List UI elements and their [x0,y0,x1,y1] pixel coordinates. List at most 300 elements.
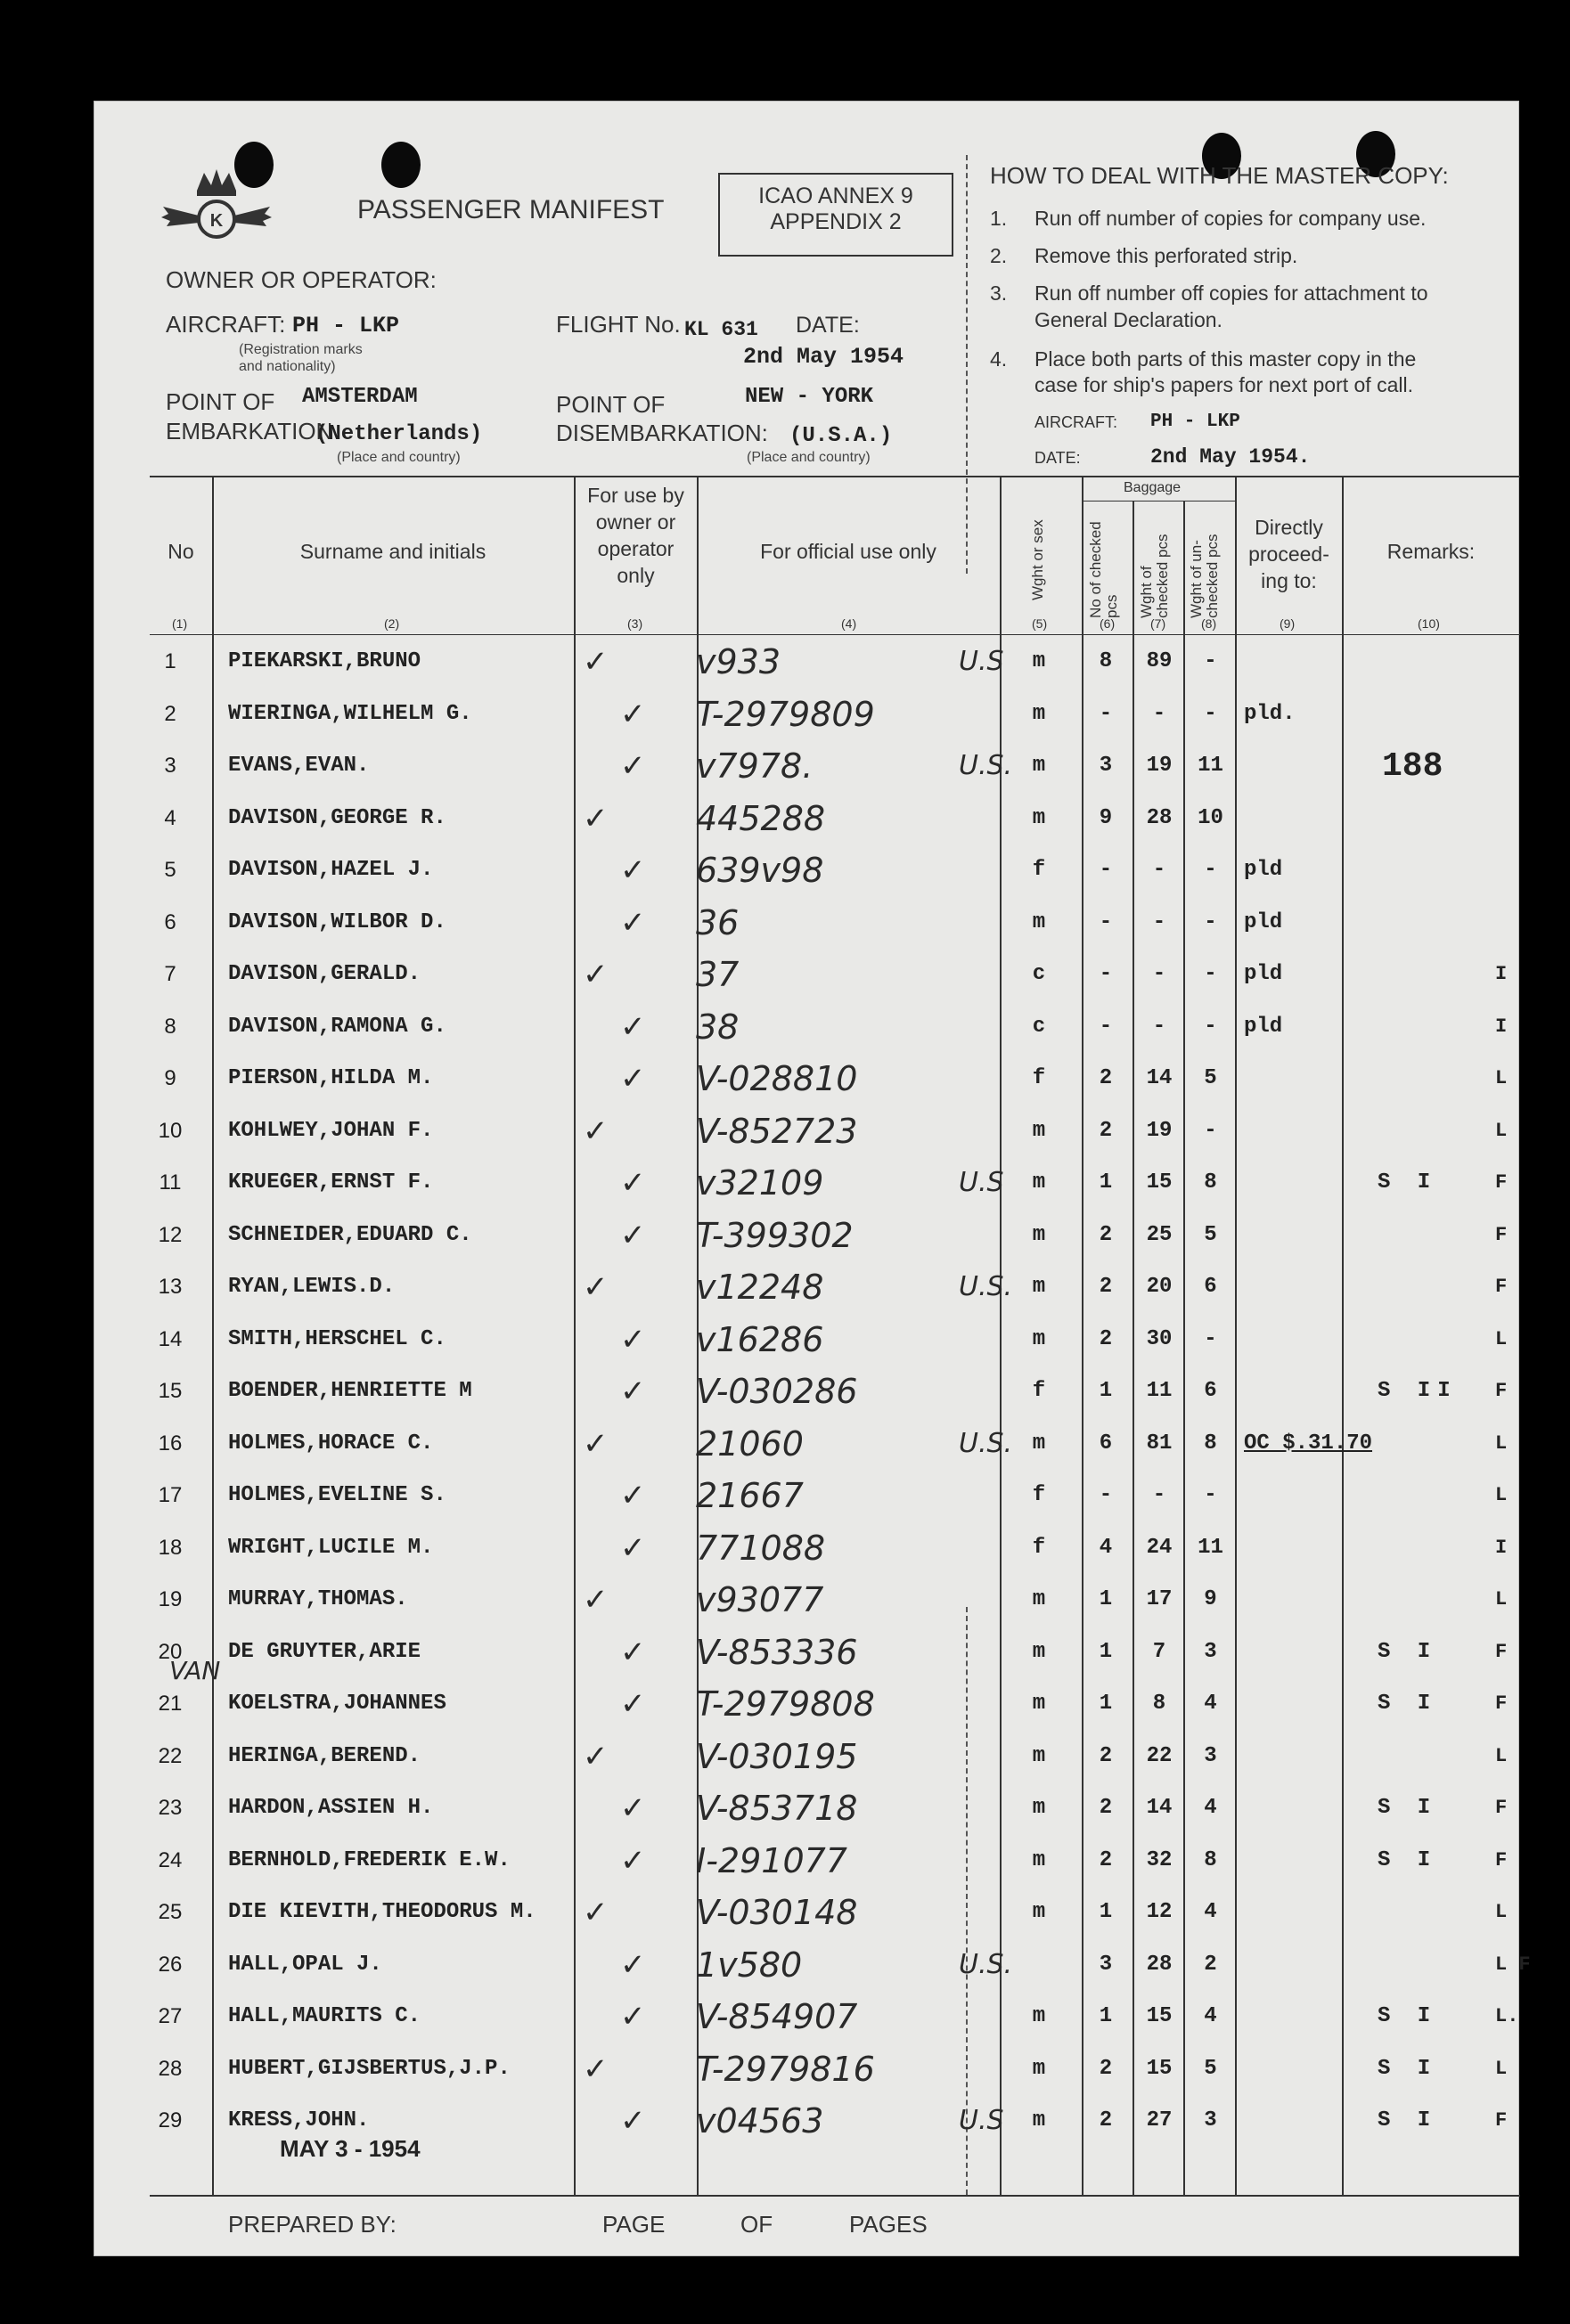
row-27-prefix: VAN [169,1656,221,1685]
weight-or-sex: m [1032,1587,1046,1611]
checked-pieces: 2 [1099,1796,1113,1820]
instruction-text: Run off number of copies for company use. [1034,207,1427,230]
checked-pieces: 2 [1099,1118,1113,1143]
flight-value: KL 631 [684,318,758,341]
unchecked-weight: 4 [1204,1796,1217,1820]
instruction-number: 2. [990,244,1008,267]
row-number: 22 [158,1743,183,1768]
table-row [94,1627,1520,1678]
official-number: 639v98 [696,851,824,890]
checked-pieces: 6 [1099,1431,1113,1456]
official-number: 771088 [696,1528,826,1568]
weight-or-sex: m [1032,1326,1046,1351]
official-number: 21060 [696,1423,804,1464]
check-mark-icon: ✓ [620,1322,646,1357]
passenger-name: DIE KIEVITH,THEODORUS M. [228,1900,536,1924]
weight-or-sex: m [1032,1222,1046,1247]
col-remarks-header: Remarks: [1386,540,1476,563]
svg-text:K: K [209,211,224,231]
weight-or-sex: m [1032,1118,1046,1143]
edge-code: I [1495,1015,1508,1038]
official-number: v32109 [696,1163,824,1203]
icao-appendix: APPENDIX 2 [770,209,902,234]
passenger-name: KRESS,JOHN. [228,2108,370,2132]
checked-pieces: 1 [1099,1692,1113,1716]
checked-weight: - [1152,701,1166,726]
weight-or-sex: m [1032,1692,1046,1716]
passenger-name: BOENDER,HENRIETTE M [228,1379,472,1403]
passenger-name: HUBERT,GIJSBERTUS,J.P. [228,2056,511,2081]
proceeding-to: OC $.31.70 [1244,1431,1373,1456]
passenger-name: HALL,OPAL J. [228,1952,382,1977]
disembarkation-label: POINT OF [556,391,666,418]
instruction-number: 3. [990,281,1008,305]
checked-pieces: 2 [1099,1275,1113,1299]
row-number: 19 [158,1587,183,1611]
checked-weight: 7 [1152,1639,1166,1664]
official-number: v933 [696,642,781,681]
unchecked-weight: 6 [1204,1275,1217,1299]
checked-weight: 19 [1146,754,1173,778]
check-mark-icon: ✓ [620,749,646,783]
row-number: 14 [158,1326,183,1351]
check-mark-icon: ✓ [620,2104,646,2138]
weight-or-sex: c [1032,962,1046,986]
us-mark: U.S [959,1167,1004,1198]
unchecked-weight: 4 [1204,2004,1217,2028]
instruction-text: General Declaration. [1034,308,1222,331]
weight-or-sex: f [1032,1483,1046,1507]
col-num: (7) [1150,616,1166,631]
checked-pieces: 1 [1099,2004,1113,2028]
passenger-name: PIERSON,HILDA M. [228,1066,434,1090]
checked-pieces: 1 [1099,1587,1113,1611]
row-number: 15 [158,1379,183,1403]
unchecked-weight: - [1204,1326,1217,1351]
embarkation-label: POINT OF [166,388,275,415]
official-number: T-2979809 [696,694,875,734]
weight-or-sex: m [1032,1796,1046,1820]
official-number: T-2979816 [696,2049,875,2089]
weight-or-sex: m [1032,754,1046,778]
official-number: V-030195 [696,1736,858,1776]
official-number: v93077 [696,1580,824,1619]
header-bottom-rule [150,634,1520,635]
place-note: (Place and country) [337,450,461,465]
check-mark-icon: ✓ [583,1583,609,1617]
passenger-name: DAVISON,GEORGE R. [228,805,446,830]
official-number: 445288 [696,798,826,838]
checked-pieces: - [1099,701,1113,726]
checked-weight: - [1152,858,1166,882]
col-owner-use-header: For use by owner or operator only [587,484,684,587]
table-row [94,1939,1531,1991]
disembarkation-city: NEW - YORK [745,385,874,409]
row-number: 17 [158,1483,183,1507]
form-title: PASSENGER MANIFEST [357,195,665,224]
official-number: 38 [696,1007,740,1047]
row-number: 5 [164,858,176,882]
instructions-aircraft-label: AIRCRAFT: [1034,413,1118,431]
unchecked-weight: - [1204,649,1217,673]
official-number: 21667 [696,1476,804,1515]
unchecked-weight: 5 [1204,2056,1217,2081]
unchecked-weight: 11 [1198,1535,1223,1560]
table-row [94,1991,1520,2043]
weight-or-sex: m [1032,1170,1046,1195]
remarks: S I [1378,1692,1438,1716]
col-checked-weight-header: Wght of checked pcs [1138,534,1171,618]
weight-or-sex: f [1032,858,1046,882]
us-mark: U.S. [959,1427,1013,1459]
table-row [94,740,1520,792]
checked-pieces: 2 [1099,1847,1113,1872]
checked-pieces: 2 [1099,2056,1113,2081]
instructions-date-label: DATE: [1034,449,1081,467]
col-official-header: For official use only [760,540,936,563]
passenger-name: DE GRUYTER,ARIE [228,1639,421,1664]
official-number: 36 [696,902,740,942]
edge-code: F [1495,1276,1508,1298]
remarks: S I [1378,1796,1438,1820]
remarks: S I [1378,2004,1438,2028]
official-number: v16286 [696,1319,824,1359]
col-num: (9) [1280,616,1296,631]
passenger-name: WRIGHT,LUCILE M. [228,1535,434,1560]
weight-or-sex: m [1032,1900,1046,1924]
check-mark-icon: ✓ [583,2051,609,2086]
edge-code: F [1495,1640,1508,1663]
table-row [94,1835,1520,1887]
instructions-aircraft-value: PH - LKP [1150,412,1240,432]
checked-pieces: 2 [1099,1743,1113,1768]
weight-or-sex: m [1032,1639,1046,1664]
weight-or-sex: m [1032,2056,1046,2081]
checked-pieces: 4 [1099,1535,1113,1560]
unchecked-weight: 8 [1204,1847,1217,1872]
official-number: T-399302 [696,1215,854,1255]
instruction-text: Run off number off copies for attachment to [1034,281,1428,305]
place-note: (Place and country) [747,450,871,465]
date-value: 2nd May 1954 [743,344,904,370]
checked-pieces: - [1099,909,1113,934]
instruction-number: 4. [990,347,1008,371]
passenger-name: DAVISON,WILBOR D. [228,909,446,934]
passenger-name: HARDON,ASSIEN H. [228,1796,434,1820]
remarks: S I [1378,2108,1438,2132]
passenger-name: KOELSTRA,JOHANNES [228,1692,446,1716]
unchecked-weight: 4 [1204,1900,1217,1924]
col-unchecked-weight-header: Wght of un-checked pcs [1188,534,1221,618]
remarks: S II [1378,1379,1458,1403]
edge-code: L [1495,1744,1508,1767]
checked-weight: - [1152,1483,1166,1507]
row-number: 7 [164,962,176,986]
check-mark-icon: ✓ [620,1062,646,1096]
official-number: V-854907 [696,1997,858,2036]
check-mark-icon: ✓ [620,1530,646,1565]
checked-weight: 8 [1152,1692,1166,1716]
instructions-date-value: 2nd May 1954. [1150,445,1311,469]
row-number: 25 [158,1900,183,1924]
row-number: 9 [164,1066,176,1090]
check-mark-icon: ✓ [620,1479,646,1513]
baggage-header: Baggage [1124,480,1182,495]
passenger-name: WIERINGA,WILHELM G. [228,701,472,726]
check-mark-icon: ✓ [583,1426,609,1461]
row-number: 11 [159,1170,182,1195]
check-mark-icon: ✓ [620,1687,646,1721]
table-row [94,1001,1520,1053]
checked-pieces: 1 [1099,1379,1113,1403]
checked-weight: 30 [1146,1326,1173,1351]
checked-pieces: - [1099,1483,1113,1507]
instruction-text: Remove this perforated strip. [1034,244,1298,267]
table-row [94,1157,1520,1209]
edge-code: L [1495,1484,1508,1506]
row-number: 10 [158,1118,183,1143]
proceeding-to: pld [1244,858,1283,882]
unchecked-weight: - [1204,909,1217,934]
weight-or-sex: m [1032,1847,1046,1872]
checked-weight: 12 [1146,1900,1173,1924]
proceeding-to: pld. [1244,701,1296,726]
unchecked-weight: 11 [1198,754,1223,778]
table-row [94,689,1520,740]
table-row [94,844,1520,896]
passenger-name: MURRAY,THOMAS. [228,1587,408,1611]
row-number: 27 [158,2004,183,2028]
table-row [94,1678,1520,1730]
passenger-name: KOHLWEY,JOHAN F. [228,1118,434,1143]
disembarkation-label: DISEMBARKATION: [556,420,768,446]
row-number: 12 [158,1222,183,1247]
checked-pieces: 8 [1099,649,1113,673]
checked-weight: 32 [1146,1847,1173,1872]
official-number: V-030286 [696,1372,858,1411]
embarkation-country: (Netherlands) [315,422,483,446]
check-mark-icon: ✓ [620,1009,646,1044]
unchecked-weight: - [1204,1118,1217,1143]
manifest-sheet [94,101,1531,2256]
checked-weight: - [1152,909,1166,934]
proceeding-to: pld [1244,909,1283,934]
pages-label: PAGES [849,2211,928,2238]
table-row [94,1470,1520,1521]
passenger-name: SMITH,HERSCHEL C. [228,1326,446,1351]
table-row [94,1418,1520,1470]
proceeding-to: pld [1244,962,1283,986]
edge-code: I [1495,963,1508,985]
edge-code: L. [1495,2005,1519,2027]
official-number: v12248 [696,1268,824,1307]
row-number: 24 [158,1847,183,1872]
weight-or-sex: m [1032,1275,1046,1299]
check-mark-icon: ✓ [620,1947,646,1982]
weight-or-sex: m [1032,1743,1046,1768]
weight-or-sex: m [1032,909,1046,934]
checked-pieces: 9 [1099,805,1113,830]
passenger-name: HALL,MAURITS C. [228,2004,421,2028]
table-row [94,2043,1520,2095]
embarkation-city: AMSTERDAM [302,385,418,409]
weight-or-sex: m [1032,1431,1046,1456]
passenger-name: RYAN,LEWIS.D. [228,1275,396,1299]
unchecked-weight: 6 [1204,1379,1217,1403]
weight-or-sex: m [1032,2108,1046,2132]
checked-weight: - [1152,962,1166,986]
checked-weight: 17 [1146,1587,1173,1611]
table-row [94,1887,1520,1938]
disembarkation-country: (U.S.A.) [789,424,893,448]
col-num: (4) [841,616,857,631]
of-label: OF [740,2211,773,2238]
checked-weight: 20 [1146,1275,1173,1299]
row-number: 3 [164,754,176,778]
col-surname-header: Surname and initials [299,540,487,563]
aircraft-label: AIRCRAFT: [166,311,286,338]
table-row [94,1366,1520,1417]
registration-note: and nationality) [239,359,336,374]
date-label: DATE: [796,313,860,338]
checked-pieces: 2 [1099,1066,1113,1090]
checked-weight: 15 [1146,2056,1173,2081]
unchecked-weight: 5 [1204,1222,1217,1247]
remarks: S I [1378,1847,1438,1872]
checked-weight: 19 [1146,1118,1173,1143]
weight-or-sex: m [1032,701,1046,726]
unchecked-weight: 3 [1204,1639,1217,1664]
edge-code: F [1495,2109,1508,2132]
edge-code: F [1495,1692,1508,1715]
icao-box [718,173,953,257]
official-number: V-852723 [696,1111,858,1151]
unchecked-weight: - [1204,1014,1217,1039]
table-row [94,1782,1520,1834]
official-number: V-853718 [696,1789,858,1828]
row-number: 13 [158,1275,183,1299]
checked-weight: 28 [1146,1952,1173,1977]
remarks: S I [1378,2056,1438,2081]
us-mark: U.S. [959,750,1013,781]
edge-code: L F [1495,1953,1531,1976]
check-mark-icon: ✓ [620,905,646,940]
edge-code: L [1495,1431,1508,1455]
passenger-name: SCHNEIDER,EDUARD C. [228,1222,472,1247]
row-number: 23 [158,1796,183,1820]
proceeding-to: pld [1244,1014,1283,1039]
checked-pieces: 3 [1099,754,1113,778]
official-number: 1v580 [696,1945,803,1985]
us-mark: U.S [959,2105,1004,2136]
unchecked-weight: - [1204,962,1217,986]
aircraft-value: PH - LKP [292,313,400,338]
table-row [94,949,1520,1000]
passenger-name: KRUEGER,ERNST F. [228,1170,434,1195]
passenger-name: HOLMES,HORACE C. [228,1431,434,1456]
weight-or-sex: c [1032,1014,1046,1039]
official-number: V-030148 [696,1893,858,1932]
check-mark-icon: ✓ [620,1791,646,1825]
embarkation-label: EMBARKATION [166,418,333,444]
official-number: 37 [696,955,740,994]
row-number: 6 [164,909,176,934]
checked-pieces: 1 [1099,1170,1113,1195]
row-number: 26 [158,1952,183,1977]
official-number: v7978. [696,746,814,786]
check-mark-icon: ✓ [620,1843,646,1878]
unchecked-weight: 3 [1204,1743,1217,1768]
row-number: 18 [158,1535,183,1560]
instructions-title: HOW TO DEAL WITH THE MASTER COPY: [990,162,1449,189]
table-row [94,1261,1520,1313]
weight-or-sex: f [1032,1379,1046,1403]
edge-code: L [1495,2057,1508,2080]
weight-or-sex: m [1032,649,1046,673]
table-row [94,1522,1520,1574]
table-row [94,1105,1520,1157]
instruction-text: case for ship's papers for next port of call. [1034,373,1413,396]
table-bottom-rule [150,2195,1520,2197]
row-number: 1 [164,649,176,673]
prepared-by-label: PREPARED BY: [228,2211,397,2238]
official-number: T-2979808 [696,1684,875,1724]
us-mark: U.S. [959,1948,1013,1980]
unchecked-weight: 3 [1204,2108,1217,2132]
check-mark-icon: ✓ [620,2000,646,2034]
checked-weight: 24 [1146,1535,1173,1560]
row-number: 20 [158,1639,183,1664]
perforation-line [966,155,968,574]
edge-code: I [1495,1536,1508,1559]
table-row [94,1210,1520,1261]
flight-label: FLIGHT No. [556,311,681,338]
check-mark-icon: ✓ [620,1374,646,1408]
check-mark-icon: ✓ [620,1218,646,1252]
checked-weight: 27 [1146,2108,1173,2132]
edge-code: L [1495,1327,1508,1350]
checked-weight: - [1152,1014,1166,1039]
edge-code: L [1495,1067,1508,1089]
table-row [94,1314,1520,1366]
checked-pieces: 3 [1099,1952,1113,1977]
checked-weight: 14 [1146,1796,1173,1820]
remarks: S I [1378,1170,1438,1195]
unchecked-weight: 10 [1198,805,1223,830]
check-mark-icon: ✓ [620,697,646,731]
check-mark-icon: ✓ [620,1166,646,1200]
col-checked-pcs-header: No of checked pcs [1087,521,1120,618]
owner-label: OWNER OR OPERATOR: [166,266,437,293]
checked-weight: 22 [1146,1743,1173,1768]
checked-pieces: - [1099,962,1113,986]
edge-code: L [1495,1588,1508,1610]
col-num: (5) [1032,616,1048,631]
check-mark-icon: ✓ [620,1635,646,1669]
unchecked-weight: 4 [1204,1692,1217,1716]
icao-annex: ICAO ANNEX 9 [758,183,913,208]
checked-pieces: - [1099,1014,1113,1039]
check-mark-icon: ✓ [583,1896,609,1929]
row-number: 16 [158,1431,183,1456]
col-num: (2) [384,616,400,631]
checked-pieces: 1 [1099,1639,1113,1664]
remarks: S I [1378,1639,1438,1664]
row-number: 4 [164,805,176,830]
received-date-stamp: MAY 3 - 1954 [280,2135,421,2162]
checked-weight: 15 [1146,2004,1173,2028]
unchecked-weight: - [1204,1483,1217,1507]
